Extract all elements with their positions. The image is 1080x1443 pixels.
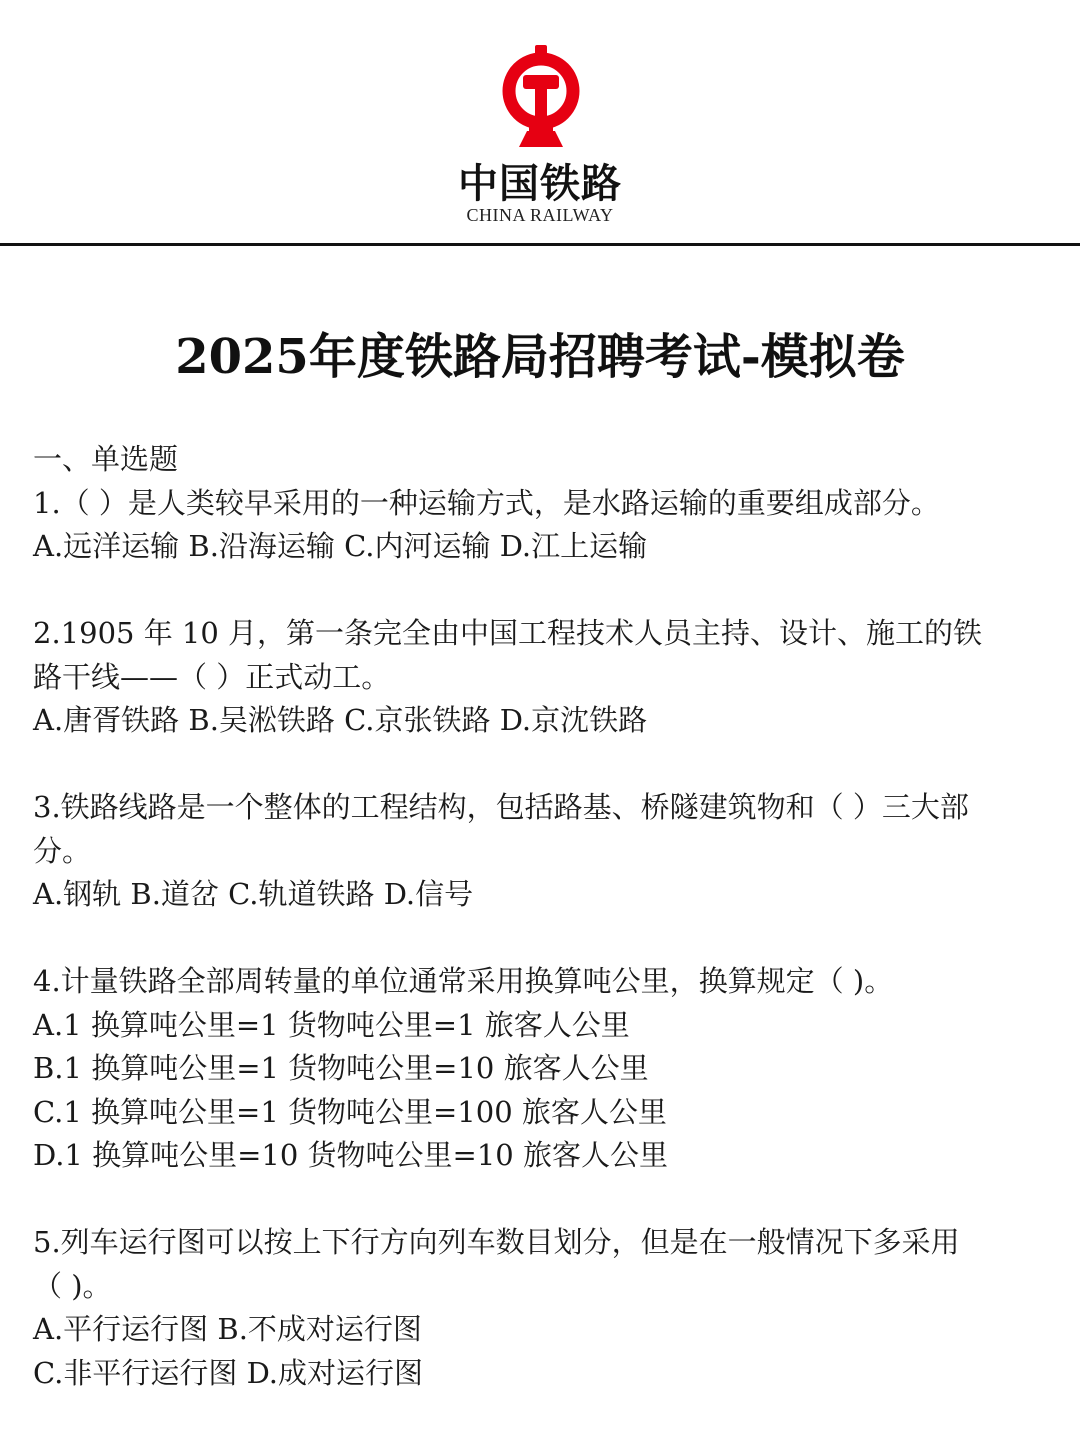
option-d: D.1 换算吨公里=10 货物吨公里=10 旅客人公里	[33, 1138, 668, 1172]
header	[0, 0, 1080, 246]
question-text: 5.列车运行图可以按上下行方向列车数目划分，但是在一般情况下多采用	[33, 1225, 960, 1259]
question-options-row-1: A.平行运行图 B.不成对运行图	[33, 1312, 422, 1346]
brand-name-en: CHINA RAILWAY	[466, 205, 614, 225]
question-5	[33, 1221, 1053, 1395]
page-title: 2025年度铁路局招聘考试-模拟卷	[175, 329, 905, 385]
question-options: A.钢轨 B.道岔 C.轨道铁路 D.信号	[33, 877, 474, 911]
question-2	[33, 612, 1053, 743]
question-text: 1.（ ）是人类较早采用的一种运输方式，是水路运输的重要组成部分。	[33, 485, 940, 520]
option-b: B.1 换算吨公里=1 货物吨公里=10 旅客人公里	[33, 1051, 649, 1085]
question-3	[33, 786, 1053, 917]
question-text-cont: （ )。	[33, 1268, 112, 1303]
question-1	[33, 482, 1053, 569]
exam-content	[33, 438, 1053, 1395]
question-4	[33, 960, 1053, 1178]
option-a: A.1 换算吨公里=1 货物吨公里=1 旅客人公里	[33, 1007, 630, 1042]
question-options: A.唐胥铁路 B.吴淞铁路 C.京张铁路 D.京沈铁路	[33, 703, 648, 737]
china-railway-logo-icon	[499, 45, 583, 147]
question-text-cont: 分。	[33, 833, 92, 868]
question-options-row-2: C.非平行运行图 D.成对运行图	[33, 1355, 424, 1390]
question-text: 2.1905 年 10 月，第一条完全由中国工程技术人员主持、设计、施工的铁	[33, 616, 983, 650]
question-text: 4.计量铁路全部周转量的单位通常采用换算吨公里，换算规定（ )。	[33, 964, 894, 998]
section-heading: 一、单选题	[33, 442, 179, 476]
question-text: 3.铁路线路是一个整体的工程结构，包括路基、桥隧建筑物和（ ）三大部	[33, 790, 969, 824]
brand-name-cn: 中国铁路	[458, 161, 622, 207]
option-c: C.1 换算吨公里=1 货物吨公里=100 旅客人公里	[33, 1094, 667, 1129]
question-options: A.远洋运输 B.沿海运输 C.内河运输 D.江上运输	[33, 529, 648, 563]
question-text-cont: 路干线——（ ）正式动工。	[33, 659, 391, 694]
